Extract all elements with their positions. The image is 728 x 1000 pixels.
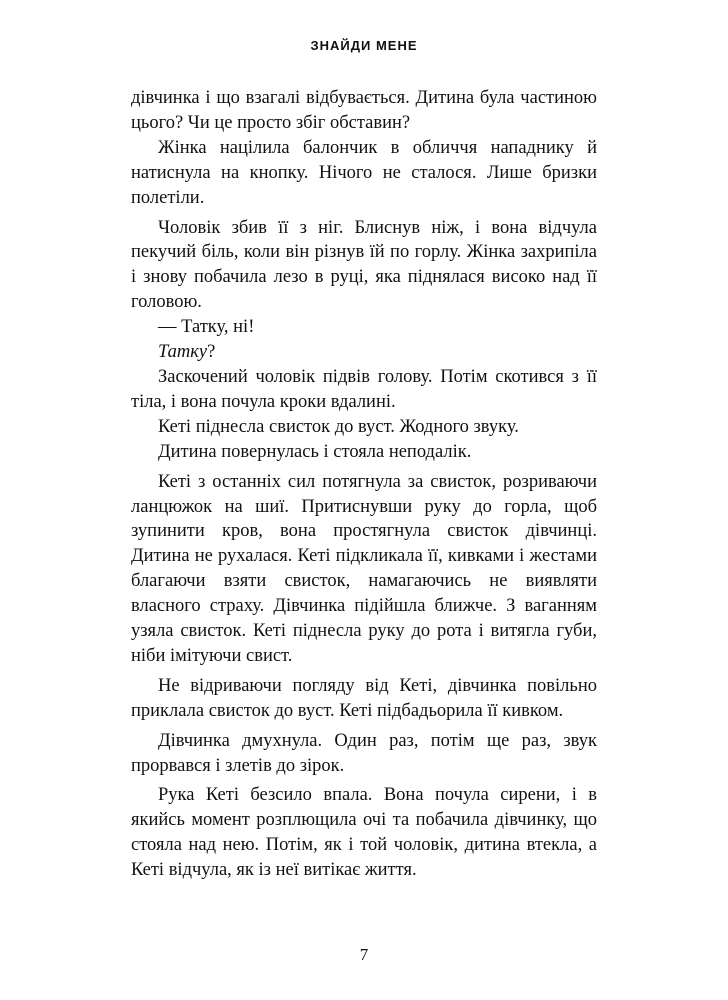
- running-head-title: ЗНАЙДИ МЕНЕ: [310, 38, 418, 53]
- paragraph-11: Дівчинка дмухнула. Один раз, потім ще раз, звук прорвався і злетів до зірок.: [131, 730, 597, 776]
- paragraph-9: Кеті з останніх сил потягнула за свисток, розриваючи ланцюжок на шиї. Притиснувши руку до горла, щоб зупинити кров, вона простягнула свисток дівчинці. Дитина не рухалася. Кеті підкликала її, кивками і жестами благаючи взяти свисток, намагаючись не виявляти власного страху. Дівчинка підійшла ближче. З ваганням узяла свисток. Кеті піднесла руку до рота і витягла губи, ніби імітуючи свист.: [131, 471, 597, 666]
- paragraph-7: Кеті піднесла свисток до вуст. Жодного звуку.: [158, 416, 519, 437]
- paragraph-12: Рука Кеті безсило впала. Вона почула сирени, і в якийсь момент розплющила очі та побачила дівчинку, що стояла над нею. Потім, як і той чоловік, дитина втекла, а Кеті відчула, як із неї витікає життя.: [131, 785, 597, 881]
- italic-word: Татку: [158, 342, 208, 363]
- paragraph-1: дівчинка і що взагалі відбувається. Дитина була частиною цього? Чи це просто збіг обставин?: [131, 88, 597, 133]
- paragraph-3: Чоловік збив її з ніг. Блиснув ніж, і вона відчула пекучий біль, коли він різнув їй по горлу. Жінка захрипіла і знову побачила лезо в руці, яка піднялася високо над її головою.: [131, 217, 597, 313]
- paragraph-2: Жінка націлила балончик в обличчя нападнику й натиснула на кнопку. Нічого не сталося. Лише бризки полетіли.: [131, 137, 597, 208]
- paragraph-6: Заскочений чоловік підвів голову. Потім скотився з її тіла, і вона почула кроки вдалині.: [131, 366, 597, 412]
- paragraph-10: Не відриваючи погляду від Кеті, дівчинка повільно приклала свисток до вуст. Кеті підбадьорила її кивком.: [131, 675, 597, 721]
- paragraph-4-dialogue: — Татку, ні!: [158, 317, 255, 338]
- page-number: 7: [359, 945, 369, 964]
- question-mark: ?: [207, 342, 216, 363]
- paragraph-8: Дитина повернулась і стояла неподалік.: [158, 441, 472, 462]
- paragraph-5: [131, 340, 597, 365]
- body-text: [131, 86, 597, 883]
